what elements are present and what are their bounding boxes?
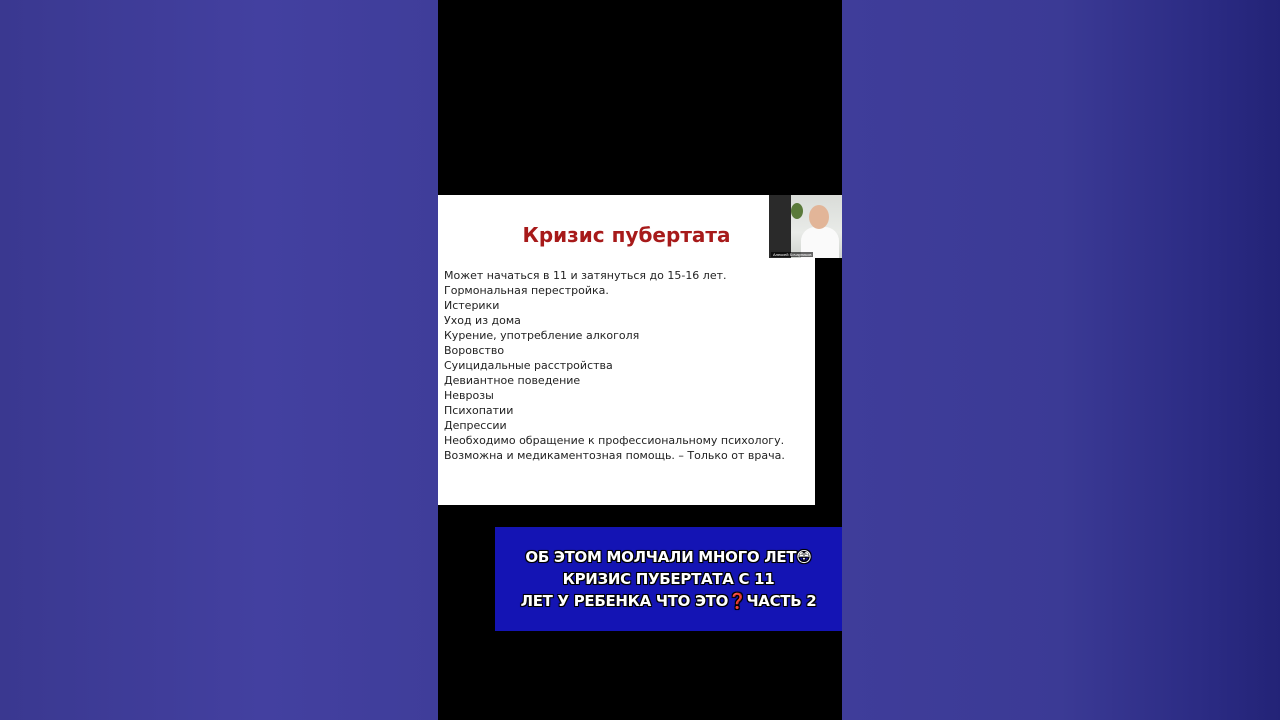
webcam-shadow bbox=[769, 195, 791, 258]
slide-list-item: Гормональная перестройка. bbox=[444, 284, 609, 297]
slide-list-item: Девиантное поведение bbox=[444, 374, 581, 387]
slide-list-item: Возможна и медикаментозная помощь. – Только от врача. bbox=[444, 449, 785, 462]
slide-list-item: Неврозы bbox=[444, 389, 494, 402]
speaker-avatar bbox=[809, 205, 829, 229]
slide-list-item: Необходимо обращение к профессиональному психологу. bbox=[444, 434, 785, 447]
slide-list-item: Курение, употребление алкоголя bbox=[444, 329, 640, 342]
background-right bbox=[842, 0, 1280, 720]
plant-decoration bbox=[791, 203, 803, 219]
caption-line-3: ЛЕТ У РЕБЕНКА ЧТО ЭТО❓ЧАСТЬ 2 bbox=[520, 592, 817, 610]
slide-list-item: Суицидальные расстройства bbox=[444, 359, 613, 372]
video-frame[interactable] bbox=[438, 0, 842, 720]
slide-title: Кризис пубертата bbox=[522, 223, 731, 247]
slide-list-item: Может начаться в 11 и затянуться до 15-16 лет. bbox=[444, 269, 727, 282]
participant-name-label: Алексей Бочарников bbox=[773, 252, 812, 257]
slide-list bbox=[444, 268, 785, 463]
slide-list-item: Воровство bbox=[444, 344, 505, 357]
presentation-slide bbox=[438, 195, 815, 505]
slide-list-item: Уход из дома bbox=[444, 314, 521, 327]
background-left bbox=[0, 0, 438, 720]
slide-list-item: Истерики bbox=[444, 299, 500, 312]
slide-list-item: Психопатии bbox=[444, 404, 514, 417]
slide-list-item: Депрессии bbox=[444, 419, 507, 432]
caption-line-2: КРИЗИС ПУБЕРТАТА С 11 bbox=[562, 570, 775, 588]
webcam-thumbnail[interactable] bbox=[769, 195, 842, 258]
caption-overlay bbox=[495, 527, 842, 631]
caption-line-1: ОБ ЭТОМ МОЛЧАЛИ МНОГО ЛЕТ😳 bbox=[525, 548, 812, 566]
